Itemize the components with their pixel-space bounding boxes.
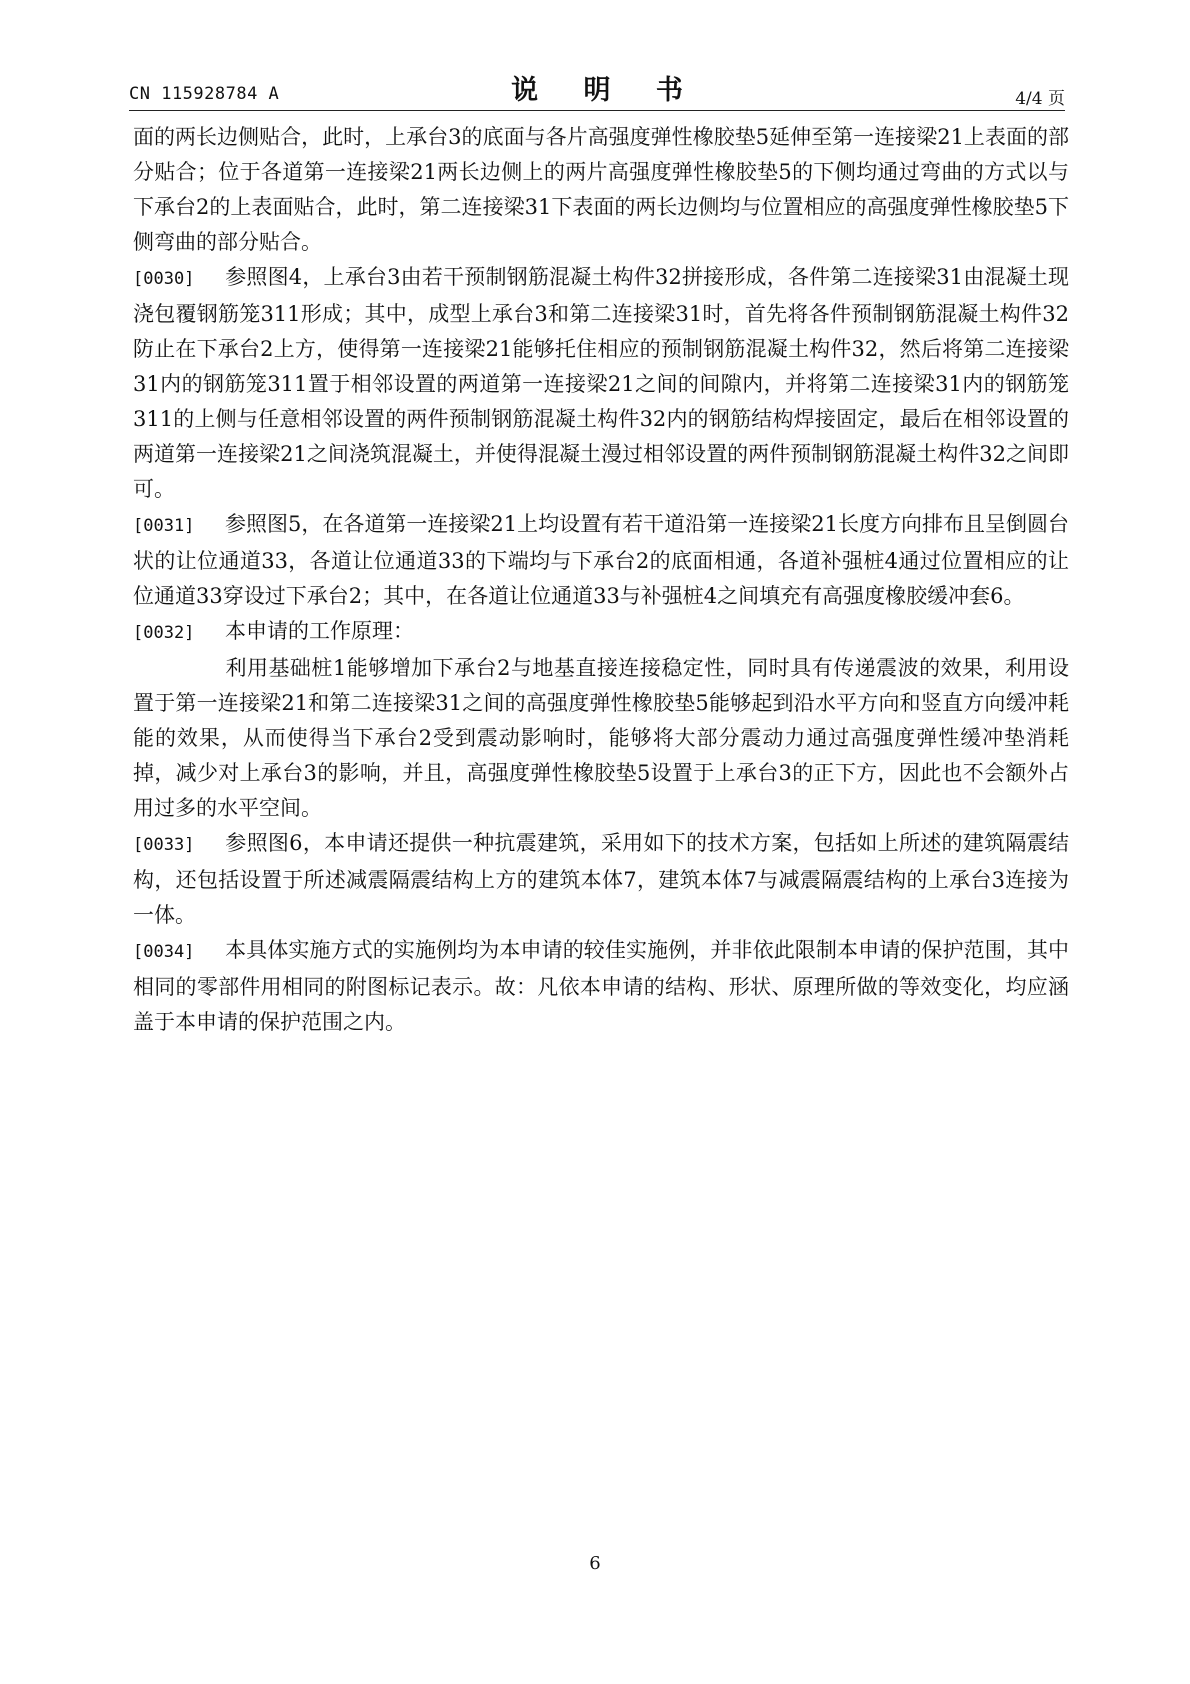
paragraph-0033 (133, 826, 1069, 933)
paragraph-text: 参照图5，在各道第一连接梁21上均设置有若干道沿第一连接梁21长度方向排布且呈倒圆台状的让位通道33，各道让位通道33的下端均与下承台2的底面相通，各道补强桩4通过位置相应的让位通道33穿设过下承台2；其中，在各道让位通道33与补强桩4之间填充有高强度橡胶缓冲套6。 (133, 512, 1069, 608)
paragraph-0030 (133, 260, 1069, 507)
document-body (133, 120, 1069, 1040)
paragraph-text: 本申请的工作原理： (225, 619, 414, 643)
paragraph-text: 参照图6，本申请还提供一种抗震建筑，采用如下的技术方案，包括如上所述的建筑隔震结构，还包括设置于所述减震隔震结构上方的建筑本体7，建筑本体7与减震隔震结构的上承台3连接为一体。 (133, 831, 1069, 927)
page-number: 6 (589, 1553, 601, 1574)
paragraph-text: 面的两长边侧贴合，此时，上承台3的底面与各片高强度弹性橡胶垫5延伸至第一连接梁21上表面的部分贴合；位于各道第一连接梁21两长边侧上的两片高强度弹性橡胶垫5的下侧均通过弯曲的方式以与下承台2的上表面贴合，此时，第二连接梁31下表面的两长边侧均与位置相应的高强度弹性橡胶垫5下侧弯曲的部分贴合。 (133, 125, 1069, 254)
paragraph-number: [0033] (133, 835, 195, 855)
paragraph-0032 (133, 614, 1069, 651)
document-title: 说 明 书 (511, 75, 701, 106)
paragraph-continuation (133, 120, 1069, 260)
page-indicator: 4/4 页 (1015, 89, 1065, 109)
paragraph-0031 (133, 507, 1069, 614)
paragraph-number: [0032] (133, 623, 195, 643)
paragraph-number: [0030] (133, 269, 195, 289)
paragraph-number: [0034] (133, 942, 195, 962)
paragraph-working-principle (133, 651, 1069, 826)
page-header (129, 66, 1065, 110)
paragraph-text: 利用基础桩1能够增加下承台2与地基直接连接稳定性，同时具有传递震波的效果，利用设置于第一连接梁21和第二连接梁31之间的高强度弹性橡胶垫5能够起到沿水平方向和竖直方向缓冲耗能的效果，从而使得当下承台2受到震动影响时，能够将大部分震动力通过高强度弹性缓冲垫消耗掉，减少对上承台3的影响，并且，高强度弹性橡胶垫5设置于上承台3的正下方，因此也不会额外占用过多的水平空间。 (133, 656, 1069, 820)
paragraph-text: 本具体实施方式的实施例均为本申请的较佳实施例，并非依此限制本申请的保护范围，其中相同的零部件用相同的附图标记表示。故：凡依本申请的结构、形状、原理所做的等效变化，均应涵盖于本申请的保护范围之内。 (133, 938, 1069, 1034)
document-number: CN 115928784 A (129, 84, 280, 104)
paragraph-0034 (133, 933, 1069, 1040)
header-rule (129, 110, 1065, 111)
paragraph-text: 参照图4，上承台3由若干预制钢筋混凝土构件32拼接形成，各件第二连接梁31由混凝土现浇包覆钢筋笼311形成；其中，成型上承台3和第二连接梁31时，首先将各件预制钢筋混凝土构件32防止在下承台2上方，使得第一连接梁21能够托住相应的预制钢筋混凝土构件32，然后将第二连接梁31内的钢筋笼311置于相邻设置的两道第一连接梁21之间的间隙内，并将第二连接梁31内的钢筋笼311的上侧与任意相邻设置的两件预制钢筋混凝土构件32内的钢筋结构焊接固定，最后在相邻设置的两道第一连接梁21之间浇筑混凝土，并使得混凝土漫过相邻设置的两件预制钢筋混凝土构件32之间即可。 (133, 265, 1069, 501)
paragraph-number: [0031] (133, 516, 195, 536)
